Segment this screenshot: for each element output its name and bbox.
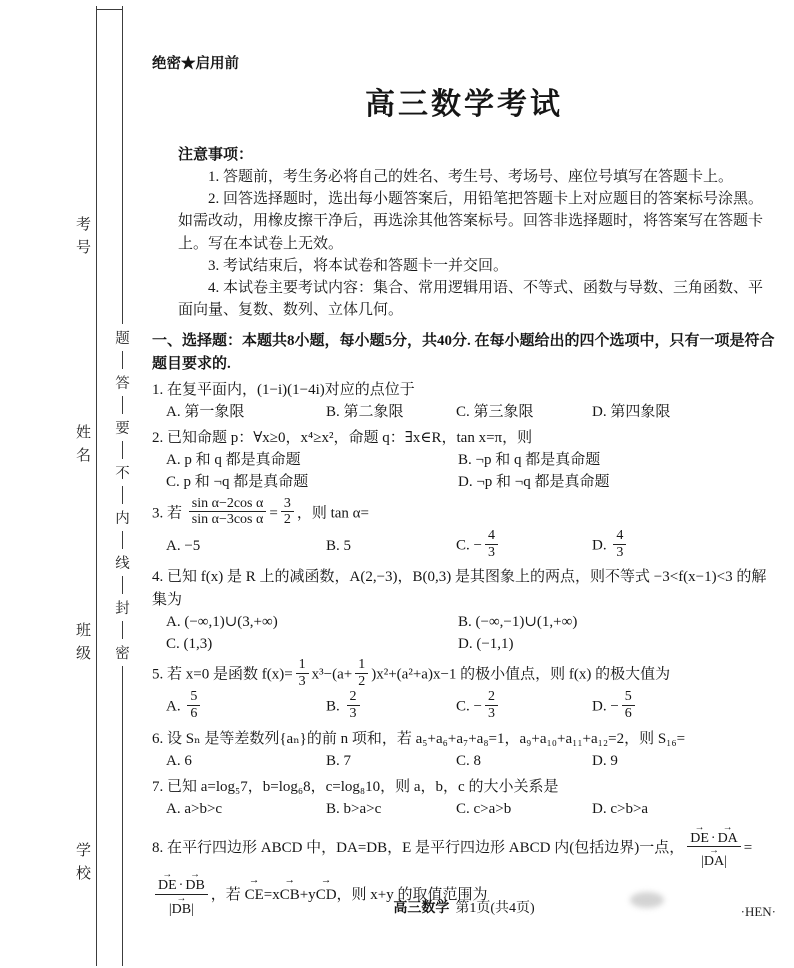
seal-text-char-3: 要 bbox=[109, 414, 136, 441]
notice-heading: 注意事项： bbox=[178, 146, 254, 163]
fraction: $\frac{2}{3}$ bbox=[485, 689, 498, 721]
question-6-option-b: B. 7 bbox=[326, 752, 352, 769]
fraction: $\frac{2}{3}$ bbox=[347, 689, 360, 721]
vector-DE: DE → bbox=[690, 831, 709, 847]
question-6-option-a: A. 6 bbox=[166, 752, 192, 769]
vector-DB: DB → bbox=[172, 902, 191, 918]
question-4-option-b: B. (−∞,−1)∪(1,+∞) bbox=[458, 613, 578, 630]
seal-label-name: 姓名 bbox=[74, 424, 90, 470]
question-2-option-d: D. ¬p 和 ¬q 都是真命题 bbox=[458, 474, 610, 491]
question-5-option-a: A. $\frac{5}{6}$ bbox=[166, 691, 326, 723]
question-7 bbox=[152, 776, 776, 820]
question-3-option-d: D. $\frac{4}{3}$ bbox=[592, 530, 776, 562]
section-one-heading: 一、选择题：本题共8小题，每小题5分，共40分. 在每小题给出的四个选项中，只有一项是符合题目要求的. bbox=[152, 333, 775, 372]
fraction: $\frac{4}{3}$ bbox=[485, 528, 498, 560]
seal-text-char-1: 题 bbox=[109, 324, 136, 351]
seal-text-char-4: 不 bbox=[109, 459, 136, 486]
seal-label-school: 学校 bbox=[74, 842, 90, 888]
question-2-stem: 2. 已知命题 p：∀x≥0，x⁴≥x²，命题 q：∃x∈R，tan x=π，则 bbox=[152, 430, 533, 447]
seal-line-top-tick bbox=[96, 9, 123, 10]
question-6 bbox=[152, 728, 776, 772]
notice-item-4: 4. 本试卷主要考试内容：集合、常用逻辑用语、不等式、函数与导数、三角函数、平面向量、复数、数列、立体几何。 bbox=[178, 279, 764, 319]
vector-CE: CE → bbox=[245, 878, 264, 913]
question-3-option-c: C. − $\frac{4}{3}$ bbox=[456, 530, 592, 562]
question-4-option-a: A. (−∞,1)∪(3,+∞) bbox=[166, 613, 278, 630]
vector-DB: DB → bbox=[185, 878, 204, 894]
question-4 bbox=[152, 566, 776, 655]
question-4-stem: 4. 已知 f(x) 是 R 上的减函数，A(2,−3)，B(0,3) 是其图象上的两点，则不等式 −3<f(x−1)<3 的解集为 bbox=[152, 569, 767, 608]
question-3-stem: 3. 若 $\frac{\text{sin α−2cos α}}{\text{sin α−3cos α}}$ = $\frac{3}{2}$ ，则 tan α= bbox=[152, 495, 369, 528]
question-5-stem: 5. 若 x=0 是函数 f(x)= $\frac{1}{3}$ x³−(a+ $\frac{1}{2}$ )x²+(a²+a)x−1 的极小值点，则 f(x) 的极大值为 bbox=[152, 657, 671, 689]
notice-item-2: 2. 回答选择题时，选出每小题答案后，用铅笔把答题卡上对应题目的答案标号涂黑。如需改动，用橡皮擦干净后，再选涂其他答案标号。回答非选择题时，将答案写在答题卡上。写在本试卷上无效。 bbox=[178, 191, 764, 252]
question-7-option-d: D. c>b>a bbox=[592, 801, 649, 818]
question-2-option-a: A. p 和 q 都是真命题 bbox=[166, 452, 301, 469]
page-footer bbox=[152, 897, 776, 917]
seal-text-char-8: 密 bbox=[109, 639, 136, 666]
question-1 bbox=[152, 379, 776, 423]
footer-region-mark: ·HEN· bbox=[740, 904, 776, 919]
question-2-option-c: C. p 和 ¬q 都是真命题 bbox=[166, 474, 309, 491]
fraction: $\frac{5}{6}$ bbox=[187, 689, 200, 721]
scan-smudge-artifact bbox=[630, 892, 664, 908]
seal-line-inner bbox=[122, 6, 123, 966]
seal-text-char-5: 内 bbox=[109, 504, 136, 531]
exam-content bbox=[152, 54, 776, 919]
question-2-option-b: B. ¬p 和 q 都是真命题 bbox=[458, 452, 601, 469]
question-6-options bbox=[166, 750, 776, 772]
fraction: $\frac{3}{2}$ bbox=[281, 496, 294, 528]
vector-DA: DA → bbox=[704, 854, 724, 870]
seal-label-exam-number: 考号 bbox=[74, 216, 90, 262]
question-2-options bbox=[166, 449, 776, 493]
notice-section bbox=[178, 144, 776, 322]
question-7-option-c: C. c>a>b bbox=[456, 801, 512, 818]
exam-title: 高三数学考试 bbox=[365, 88, 563, 122]
fraction: $\frac{1}{2}$ bbox=[355, 657, 368, 689]
footer-page-number: 第1页(共4页) bbox=[455, 901, 535, 916]
question-3-option-b: B. 5 bbox=[326, 537, 352, 554]
question-7-option-b: B. b>a>c bbox=[326, 801, 382, 818]
vector-DA: DA → bbox=[718, 831, 738, 847]
question-1-stem: 1. 在复平面内，(1−i)(1−4i)对应的点位于 bbox=[152, 381, 415, 398]
question-3-stem-text: 3. 若 bbox=[152, 505, 186, 522]
question-5-option-c: C. − $\frac{2}{3}$ bbox=[456, 691, 592, 723]
question-6-option-c: C. 8 bbox=[456, 752, 482, 769]
question-7-option-a: A. a>b>c bbox=[166, 801, 223, 818]
question-3-options bbox=[166, 530, 776, 562]
footer-course-name: 高三数学 bbox=[393, 901, 450, 916]
vector-DE: DE → bbox=[158, 878, 177, 894]
question-1-options bbox=[166, 401, 776, 423]
question-5-options bbox=[166, 691, 776, 723]
vector-fraction: $\frac{DE \to \cdot DB \to}{|DB \to|}$ bbox=[155, 870, 208, 917]
seal-line-outer bbox=[96, 6, 97, 966]
question-1-option-c: C. 第三象限 bbox=[456, 403, 534, 420]
notice-item-1: 1. 答题前，考生务必将自己的姓名、考生号、考场号、座位号填写在答题卡上。 bbox=[208, 169, 734, 186]
question-5 bbox=[152, 659, 776, 724]
notice-item-3: 3. 考试结束后，将本试卷和答题卡一并交回。 bbox=[208, 257, 509, 274]
vector-fraction: $\frac{DE \to \cdot DA \to}{|DA \to|}$ bbox=[687, 823, 741, 870]
question-4-option-c: C. (1,3) bbox=[166, 635, 213, 652]
question-3 bbox=[152, 495, 776, 563]
question-2 bbox=[152, 427, 776, 494]
question-4-option-d: D. (−1,1) bbox=[458, 635, 514, 652]
fraction: $\frac{1}{3}$ bbox=[296, 657, 309, 689]
vector-CD: CD → bbox=[316, 878, 337, 913]
vector-CB: CB → bbox=[280, 878, 300, 913]
question-5-option-d: D. − $\frac{5}{6}$ bbox=[592, 691, 776, 723]
seal-text-char-7: 封 bbox=[109, 594, 136, 621]
question-3-option-a: A. −5 bbox=[166, 537, 201, 554]
question-6-option-d: D. 9 bbox=[592, 752, 618, 769]
question-6-stem: 6. 设 Sₙ 是等差数列{aₙ}的前 n 项和，若 a₅+a₆+a₇+a₈=1，a₉+a₁₀+a₁₁+a₁₂=2，则 S₁₆= bbox=[152, 730, 686, 747]
seal-text-char-6: 线 bbox=[109, 549, 136, 576]
question-1-option-b: B. 第二象限 bbox=[326, 403, 404, 420]
question-7-options bbox=[166, 798, 776, 820]
question-4-options bbox=[166, 611, 776, 655]
question-1-option-a: A. 第一象限 bbox=[166, 403, 245, 420]
question-1-option-d: D. 第四象限 bbox=[592, 403, 671, 420]
fraction: $\frac{\text{sin α−2cos α}}{\text{sin α−3cos α}}$ bbox=[189, 496, 267, 528]
question-5-option-b: B. $\frac{2}{3}$ bbox=[326, 691, 456, 723]
question-7-stem: 7. 已知 a=log₅7，b=log₆8，c=log₈10，则 a，b，c 的大小关系是 bbox=[152, 779, 559, 796]
fraction: $\frac{4}{3}$ bbox=[613, 528, 626, 560]
fraction: $\frac{5}{6}$ bbox=[622, 689, 635, 721]
classification-label: 绝密★启用前 bbox=[152, 56, 239, 72]
seal-label-class: 班级 bbox=[74, 622, 90, 668]
seal-text-char-2: 答 bbox=[109, 369, 136, 396]
question-8-stem: 8. 在平行四边形 ABCD 中，DA=DB，E 是平行四边形 ABCD 内(包括边界)一点， $\frac{DE \to \cdot DA \to}{|DA \to|}$ = $\frac{DE \to \cdot DB \to}{|DB \to|}$ ，若 CE →=xCB →+yCD →，则 x+y 的取值范围为 bbox=[152, 825, 776, 920]
